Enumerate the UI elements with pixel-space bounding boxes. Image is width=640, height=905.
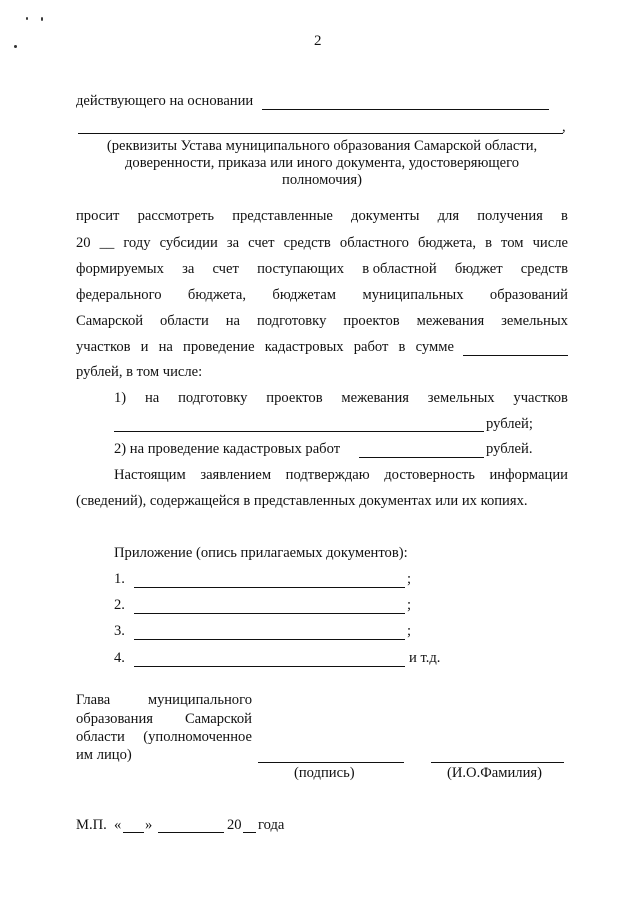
- word: рассмотреть: [137, 208, 215, 224]
- word: образования: [76, 711, 153, 727]
- request-line-5: [76, 313, 568, 330]
- word: бюджет: [454, 261, 503, 277]
- confirmation-line-2: (сведений), содержащейся в представленных документах или их копиях.: [76, 493, 528, 509]
- request-line-7: рублей, в том числе:: [76, 364, 203, 380]
- stamp-label: М.П.: [76, 817, 107, 833]
- year-blank-line: [243, 832, 256, 833]
- item-1-line: [114, 390, 568, 407]
- item-1-suffix: рублей;: [486, 416, 533, 432]
- word: представленные: [232, 208, 333, 224]
- word: достоверность: [384, 467, 475, 483]
- attachment-number: 2.: [114, 597, 125, 613]
- word: сумме: [415, 339, 454, 355]
- word: счет: [212, 261, 239, 277]
- word: межевания: [341, 390, 409, 406]
- word: 1): [114, 390, 127, 406]
- word: муниципального: [147, 692, 252, 708]
- day-blank-line: [123, 832, 144, 833]
- word: за: [226, 235, 240, 251]
- word: в: [485, 235, 492, 251]
- item-2-blank-line: [359, 457, 484, 458]
- word: том: [501, 235, 524, 251]
- word: работ: [353, 339, 389, 355]
- request-line-3: [76, 261, 568, 278]
- item-1-blank-line: [114, 431, 484, 432]
- word: бюджета,: [417, 235, 477, 251]
- item-2-suffix: рублей.: [486, 441, 533, 457]
- signatory-line-2: [76, 711, 252, 728]
- signatory-line-1: [76, 692, 252, 709]
- word: области: [76, 729, 125, 745]
- word: земельных: [501, 313, 568, 329]
- word: бюджетам: [272, 287, 337, 303]
- attachment-number: 1.: [114, 571, 125, 587]
- scan-speck: [26, 17, 28, 20]
- year-suffix: года: [258, 817, 285, 833]
- item-2-label: 2) на проведение кадастровых работ: [114, 441, 341, 457]
- word: на: [144, 390, 160, 406]
- attachment-number: 4.: [114, 650, 125, 666]
- month-blank-line: [158, 832, 224, 833]
- word: проведение: [183, 339, 255, 355]
- signatory-line-3: [76, 729, 252, 746]
- request-line-6: [76, 339, 454, 356]
- signatory-line-4: им лицо): [76, 747, 132, 763]
- year-prefix: 20: [227, 817, 242, 833]
- word: средств: [283, 235, 331, 251]
- word: документы: [351, 208, 420, 224]
- basis-label: действующего на основании: [76, 93, 254, 109]
- basis-note-line: (реквизиты Устава муниципального образования Самарской области,: [106, 138, 538, 154]
- basis-note-line: полномочия): [282, 172, 362, 188]
- date-close-quote: »: [145, 817, 153, 833]
- word: проектов: [343, 313, 400, 329]
- word: для: [437, 208, 460, 224]
- year-blank: __: [99, 235, 115, 251]
- basis-blank-line: [262, 109, 549, 110]
- word: 20: [76, 235, 91, 251]
- page-number: 2: [314, 33, 322, 49]
- name-blank-line: [431, 762, 564, 763]
- word: за: [182, 261, 195, 277]
- attachment-end: и т.д.: [409, 650, 441, 666]
- word: межевания: [416, 313, 485, 329]
- attachment-number: 3.: [114, 623, 125, 639]
- attachment-blank-line: [134, 639, 405, 640]
- basis-blank-line-2: [78, 133, 563, 134]
- word: просит: [76, 208, 120, 224]
- request-line-1: [76, 208, 568, 225]
- word: поступающих: [257, 261, 345, 277]
- word: и: [140, 339, 149, 355]
- attachment-end: ;: [407, 597, 412, 613]
- word: федерального: [76, 287, 162, 303]
- word: кадастровых: [264, 339, 344, 355]
- word: субсидии: [159, 235, 218, 251]
- attachment-blank-line: [134, 666, 405, 667]
- signature-caption: (подпись): [294, 765, 355, 781]
- word: проектов: [266, 390, 323, 406]
- word: заявлением: [200, 467, 272, 483]
- name-caption: (И.О.Фамилия): [447, 765, 542, 781]
- word: в: [561, 208, 568, 224]
- word: в: [398, 339, 406, 355]
- attachment-blank-line: [134, 587, 405, 588]
- word: участков: [76, 339, 131, 355]
- amount-blank-line: [463, 355, 568, 356]
- word: в областной: [362, 261, 437, 277]
- word: на: [158, 339, 173, 355]
- scan-speck: [14, 45, 17, 48]
- word: подготовку: [178, 390, 248, 406]
- word: Самарской: [184, 711, 252, 727]
- word: Настоящим: [114, 467, 186, 483]
- attachment-end: ;: [407, 623, 412, 639]
- word: Глава: [76, 692, 111, 708]
- word: числе: [532, 235, 568, 251]
- word: подтверждаю: [285, 467, 370, 483]
- word: участков: [513, 390, 568, 406]
- word: муниципальных: [362, 287, 464, 303]
- attachment-blank-line: [134, 613, 405, 614]
- word: на: [225, 313, 241, 329]
- word: получения: [477, 208, 543, 224]
- word: году: [123, 235, 151, 251]
- confirmation-line-1: [114, 467, 568, 484]
- word: земельных: [427, 390, 495, 406]
- word: счет: [248, 235, 275, 251]
- attachment-end: ;: [407, 571, 412, 587]
- word: образований: [489, 287, 568, 303]
- signature-blank-line: [258, 762, 404, 763]
- word: подготовку: [256, 313, 327, 329]
- word: областного: [339, 235, 409, 251]
- date-open-quote: «: [114, 817, 122, 833]
- request-line-4: [76, 287, 568, 304]
- word: формируемых: [76, 261, 164, 277]
- request-line-2: [76, 235, 568, 252]
- word: средств: [520, 261, 568, 277]
- word: Самарской: [76, 313, 144, 329]
- basis-note-line: доверенности, приказа или иного документа, удостоверяющего: [124, 155, 520, 171]
- word: области: [160, 313, 209, 329]
- word: (уполномоченное: [143, 729, 252, 745]
- word: бюджета,: [187, 287, 246, 303]
- scan-speck: [41, 17, 43, 21]
- attachments-title: Приложение (опись прилагаемых документов):: [114, 545, 408, 561]
- word: информации: [489, 467, 568, 483]
- basis-end-comma: ,: [562, 119, 566, 135]
